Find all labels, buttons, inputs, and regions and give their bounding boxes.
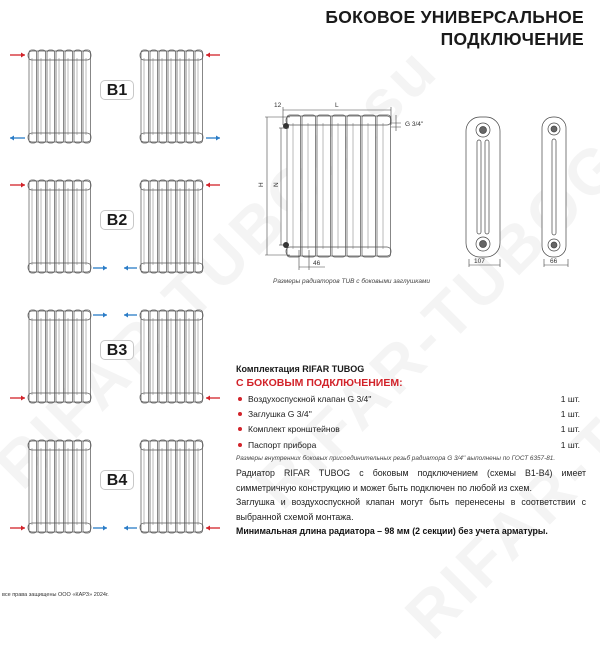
bullet-icon: [238, 427, 242, 431]
scheme-b4: [0, 432, 230, 562]
kit-item: [236, 406, 586, 421]
title-line-1: БОКОВОЕ УНИВЕРСАЛЬНОЕ: [325, 7, 584, 27]
radiator-right: [140, 180, 203, 273]
return-arrow-icon: [124, 526, 137, 531]
return-arrow-icon: [124, 266, 137, 271]
scheme-b1: [0, 42, 230, 172]
radiator-left: [28, 50, 91, 143]
return-arrow-icon: [93, 526, 107, 531]
dim-46-label: 46: [313, 260, 321, 267]
supply-arrow-icon: [10, 53, 25, 58]
scheme-badge: B4: [100, 470, 134, 490]
radiator-left: [28, 180, 91, 273]
return-arrow-icon: [10, 136, 25, 141]
kit-item-name: Заглушка G 3/4'': [248, 408, 312, 419]
radiator-left: [28, 310, 91, 403]
radiator-left: [28, 440, 91, 533]
kit-section: [236, 364, 586, 462]
drawing-caption: Размеры радиаторов TUB с боковыми заглушками: [273, 278, 431, 285]
dim-66-label: 66: [550, 258, 558, 265]
dim-l-label: L: [335, 102, 339, 109]
copyright: все права защищены ООО «КАРЗ» 2024г.: [2, 592, 109, 598]
kit-item-name: Паспорт прибора: [248, 439, 317, 450]
dim-n-label: N: [273, 182, 280, 187]
kit-item: [236, 391, 586, 406]
supply-arrow-icon: [206, 183, 220, 188]
scheme-b2: [0, 172, 230, 302]
kit-item-name: Комплект кронштейнов: [248, 424, 340, 435]
kit-item-qty: 1 шт.: [560, 393, 580, 404]
return-arrow-icon: [124, 313, 137, 318]
dim-107-label: 107: [474, 258, 485, 265]
radiator-right: [140, 310, 203, 403]
radiator-right: [140, 50, 203, 143]
description: [236, 466, 586, 539]
title-line-2: ПОДКЛЮЧЕНИЕ: [440, 29, 584, 49]
kit-item-name: Воздухоспускной клапан G 3/4'': [248, 393, 372, 404]
description-p1: Радиатор RIFAR TUBOG с боковым подключением (схемы B1-B4) имеет симметричную конструкцию и может быть подключен по любой из схем.: [236, 468, 586, 493]
return-arrow-icon: [93, 313, 107, 318]
side-view-107: [466, 117, 500, 257]
supply-arrow-icon: [10, 183, 25, 188]
dim-h-label: H: [258, 182, 265, 187]
scheme-badge: B2: [100, 210, 134, 230]
thread-note: Размеры внутренних боковых присоединительных резьб радиатора G 3/4'' выполнены по ГОСТ 6357-81.: [236, 455, 556, 463]
supply-arrow-icon: [206, 396, 220, 401]
kit-item: [236, 422, 586, 437]
supply-arrow-icon: [10, 396, 25, 401]
kit-subheading: С БОКОВЫМ ПОДКЛЮЧЕНИЕМ:: [236, 377, 403, 389]
dimension-drawing: [255, 95, 600, 280]
kit-heading: Комплектация RIFAR TUBOG: [236, 364, 365, 374]
bullet-icon: [238, 397, 242, 401]
supply-arrow-icon: [206, 526, 220, 531]
thread-label: G 3/4'': [405, 121, 424, 128]
side-view-66: [542, 117, 566, 257]
kit-item-qty: 1 шт.: [560, 424, 580, 435]
kit-item: [236, 437, 586, 452]
kit-item-qty: 1 шт.: [560, 408, 580, 419]
return-arrow-icon: [206, 136, 220, 141]
supply-arrow-icon: [10, 526, 25, 531]
bullet-icon: [238, 443, 242, 447]
description-p3: Минимальная длина радиатора – 98 мм (2 секции) без учета арматуры.: [236, 526, 548, 537]
scheme-b3: [0, 302, 230, 432]
dim-12-label: 12: [274, 102, 282, 109]
page-title: [325, 6, 584, 50]
scheme-badge: B1: [100, 80, 134, 100]
scheme-badge: B3: [100, 340, 134, 360]
description-p2: Заглушка и воздухоспускной клапан могут быть перенесены в соответствии с выбранной схемой монтажа.: [236, 497, 586, 522]
return-arrow-icon: [93, 266, 107, 271]
radiator-right: [140, 440, 203, 533]
kit-item-qty: 1 шт.: [560, 439, 580, 450]
bullet-icon: [238, 412, 242, 416]
front-view-radiator: [283, 115, 391, 257]
supply-arrow-icon: [206, 53, 220, 58]
